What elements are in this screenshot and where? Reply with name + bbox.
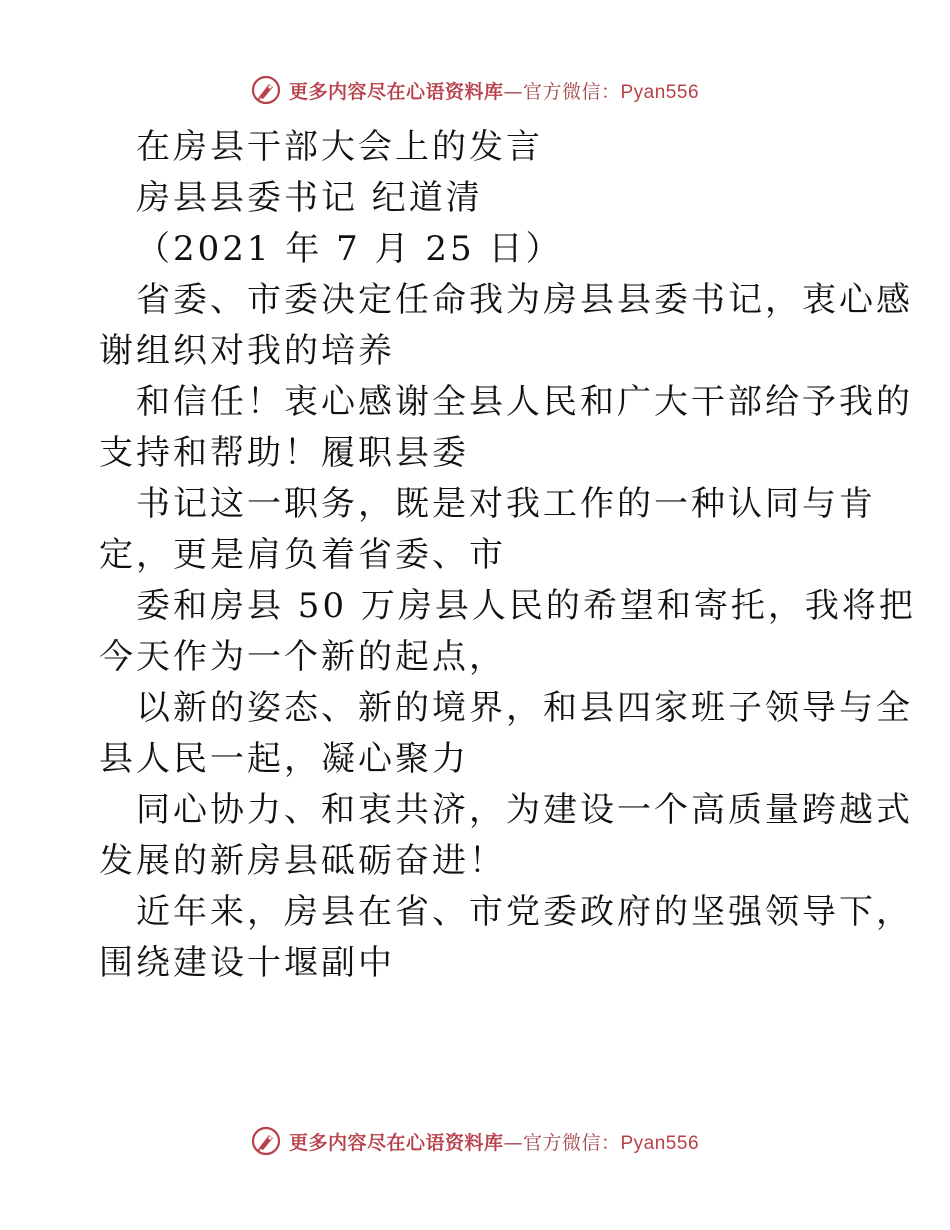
paragraph-line: 谢组织对我的培养 <box>99 331 395 371</box>
paragraph-line: 围绕建设十堰副中 <box>99 943 395 983</box>
footer-watermark-banner <box>0 1121 950 1161</box>
paragraph-line: 支持和帮助！履职县委 <box>99 433 469 473</box>
paragraph-line: 定，更是肩负着省委、市 <box>99 535 506 575</box>
paragraph-line: 今天作为一个新的起点， <box>99 637 506 677</box>
paragraph-line: 县人民一起，凝心聚力 <box>99 739 469 779</box>
paragraph-line: 委和房县 50 万房县人民的希望和寄托，我将把 <box>136 586 916 626</box>
pen-nib-icon <box>251 75 281 105</box>
banner-main-text: 更多内容尽在心语资料库 <box>288 1131 504 1154</box>
banner-main-text: 更多内容尽在心语资料库 <box>288 80 504 103</box>
speaker-line: 房县县委书记 纪道清 <box>136 178 483 218</box>
speech-title: 在房县干部大会上的发言 <box>136 127 543 167</box>
paragraph-line: 近年来，房县在省、市党委政府的坚强领导下， <box>136 892 913 932</box>
document-body <box>99 122 916 989</box>
banner-sub-text: 官方微信： <box>522 1131 621 1154</box>
paragraph-line: 以新的姿态、新的境界，和县四家班子领导与全 <box>136 688 913 728</box>
paragraph-line: 和信任！衷心感谢全县人民和广大干部给予我的 <box>136 382 913 422</box>
banner-separator: — <box>503 1131 523 1154</box>
date-line: （2021 年 7 月 25 日） <box>136 229 563 269</box>
header-watermark-banner <box>0 70 950 110</box>
paragraph-line: 同心协力、和衷共济，为建设一个高质量跨越式 <box>136 790 913 830</box>
paragraph-line: 发展的新房县砥砺奋进！ <box>99 841 506 881</box>
paragraph-line: 省委、市委决定任命我为房县县委书记，衷心感 <box>136 280 913 320</box>
pen-nib-icon <box>251 1126 281 1156</box>
paragraph-line: 书记这一职务，既是对我工作的一种认同与肯 <box>136 484 876 524</box>
banner-separator: — <box>503 80 523 103</box>
banner-wechat-handle: Pyan556 <box>620 1132 700 1154</box>
banner-sub-text: 官方微信： <box>522 80 621 103</box>
banner-wechat-handle: Pyan556 <box>620 81 700 103</box>
